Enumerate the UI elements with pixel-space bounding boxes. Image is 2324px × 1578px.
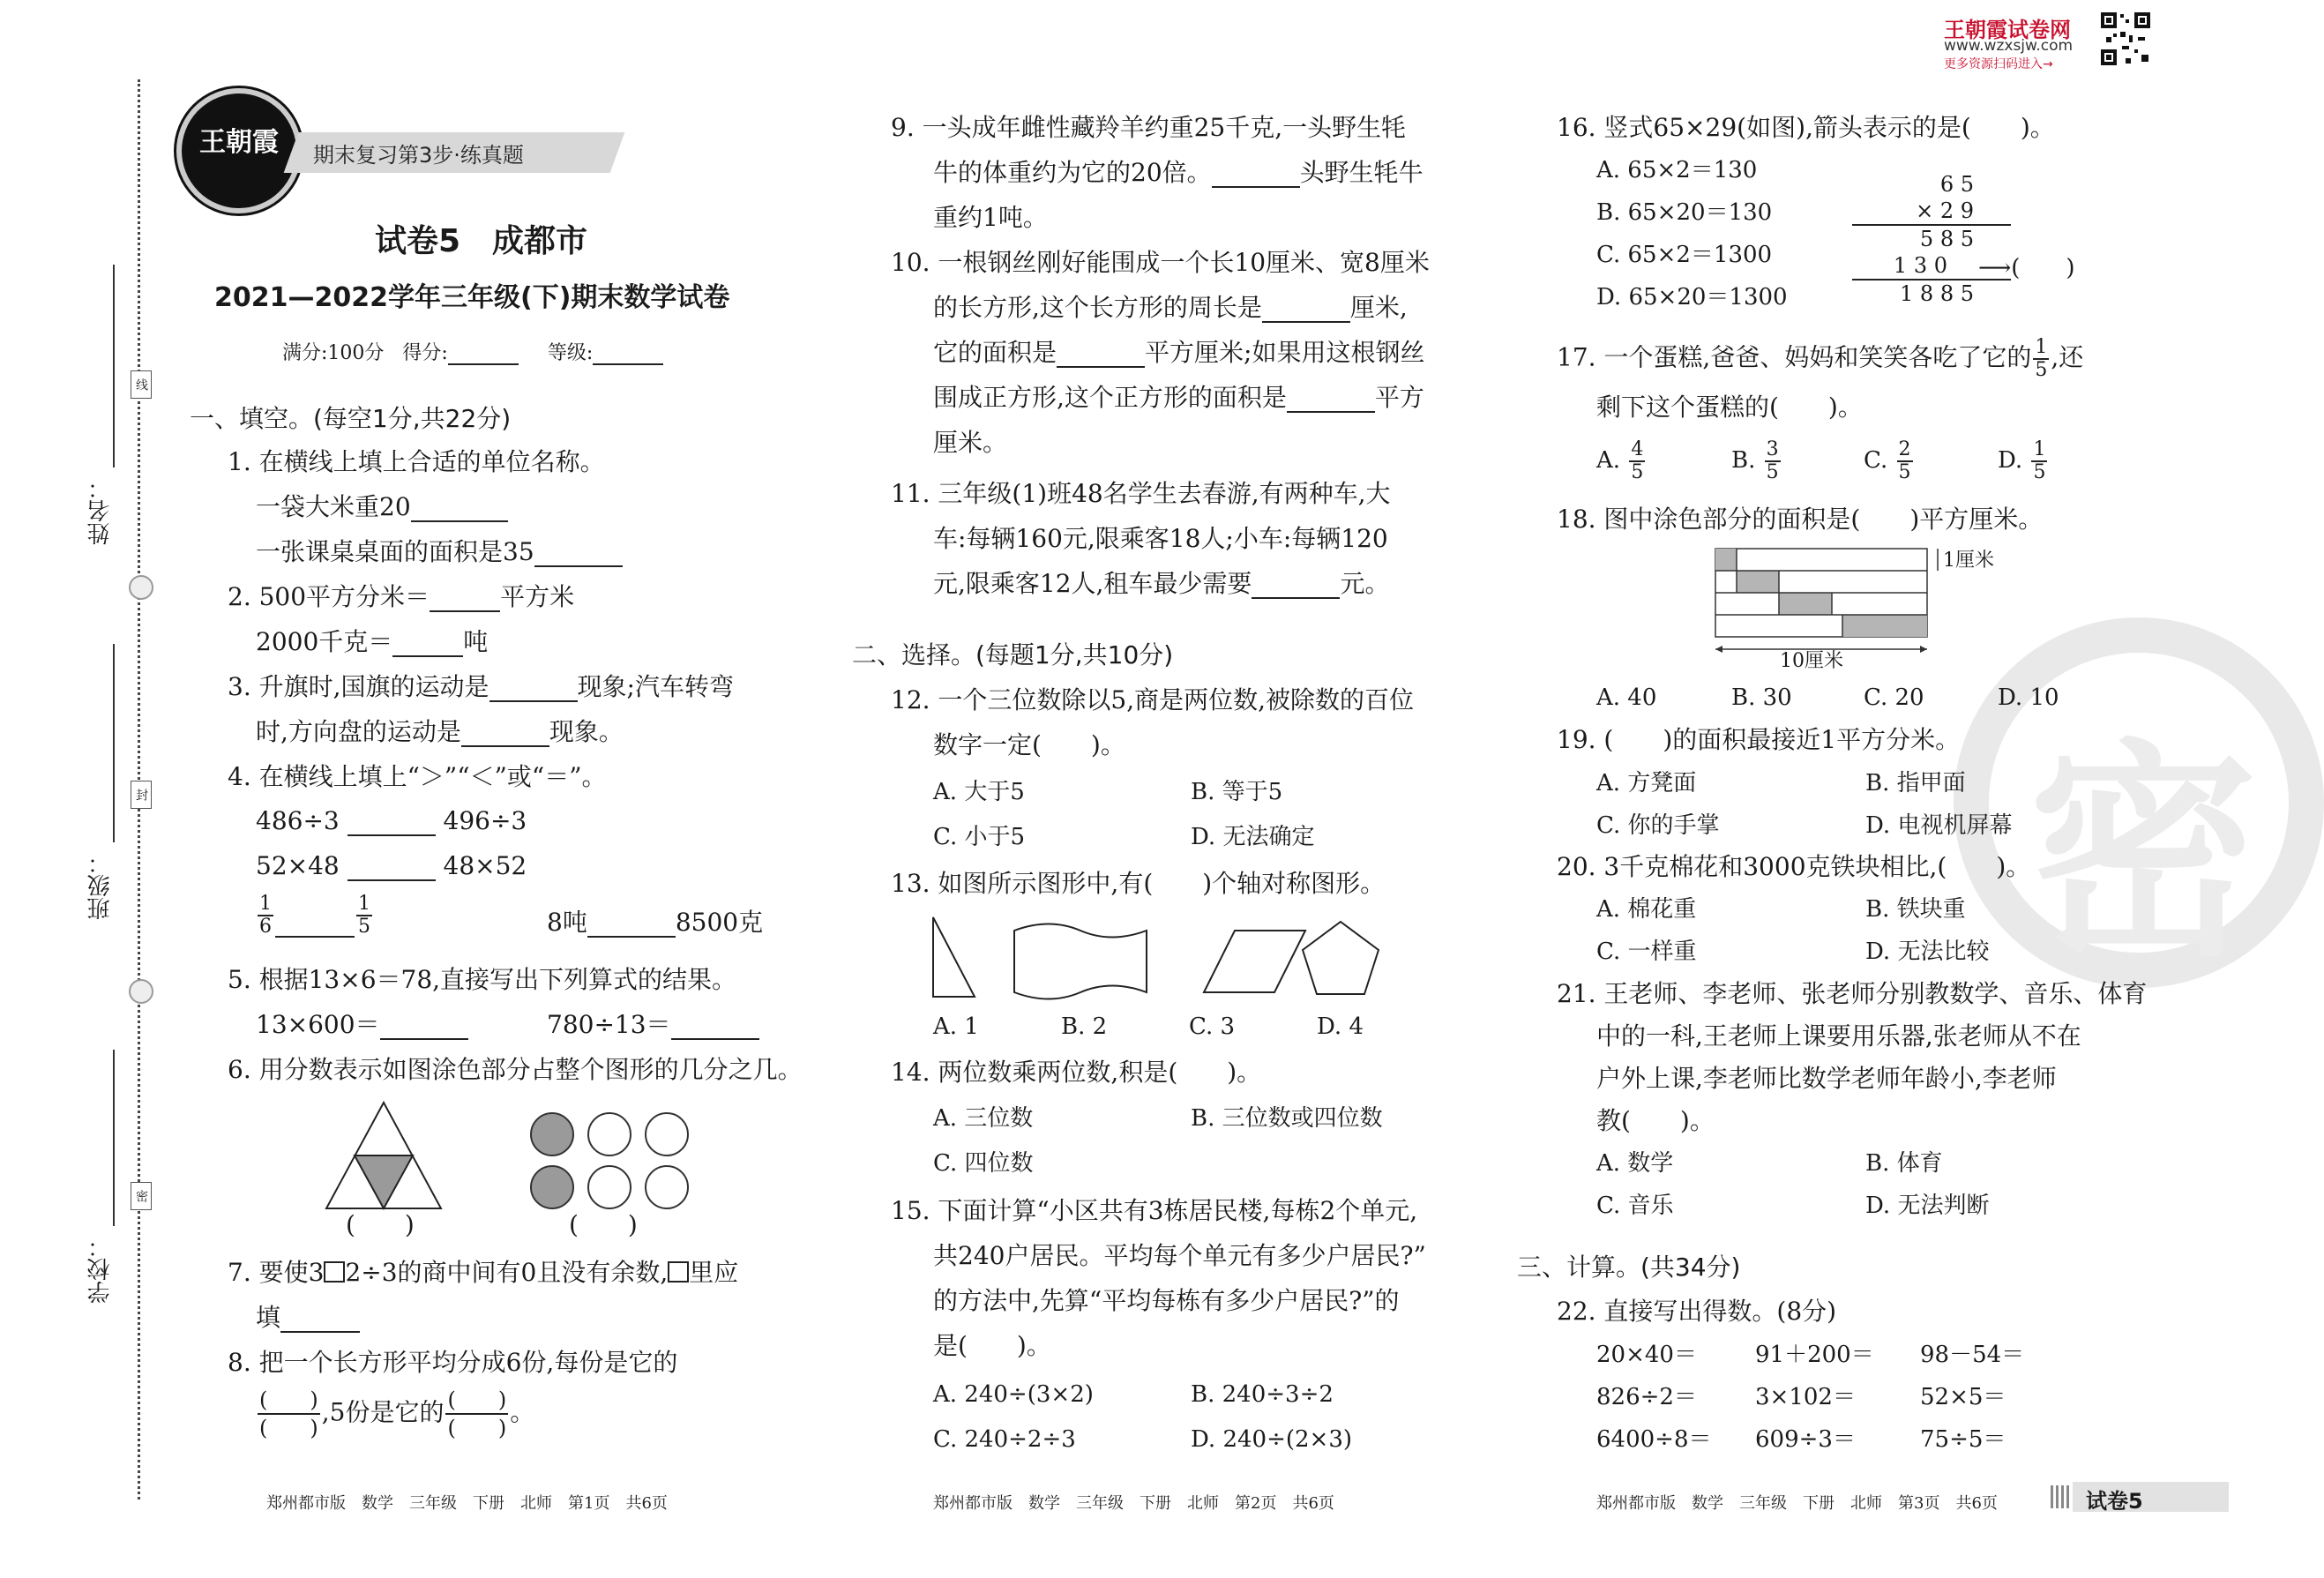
q4-r3-blank-b[interactable] [587, 913, 676, 938]
q15-option-d[interactable]: D. 240÷(2×3) [1191, 1426, 1353, 1453]
score-bar [282, 338, 663, 365]
q11-l2: 车:每辆160元,限乘客18人;小车:每辆120 [933, 524, 1388, 553]
q14-option-b[interactable]: B. 三位数或四位数 [1191, 1105, 1383, 1132]
q1-b-text: 一张课桌桌面的面积是35 [256, 537, 534, 566]
q10-l3-pre: 它的面积是 [933, 338, 1057, 367]
q21-l3: 户外上课,李老师比数学老师年龄小,李老师 [1596, 1064, 2057, 1093]
q22-item[interactable]: 98－54＝ [1920, 1342, 2025, 1368]
q15-option-c[interactable]: C. 240÷2÷3 [933, 1426, 1076, 1453]
score-full: 满分:100分 [282, 342, 385, 364]
q10-blank-1[interactable] [1262, 298, 1350, 323]
q2-b [256, 627, 488, 657]
q5-b-blank[interactable] [671, 1015, 759, 1040]
q2-a-pre: 2. 500平方分米＝ [228, 582, 430, 611]
qr-code-icon[interactable] [2099, 11, 2152, 67]
q3-l1-post: 现象;汽车转弯 [577, 672, 734, 701]
q3-l1-pre: 3. 升旗时,国旗的运动是 [228, 672, 489, 701]
q8-frac-2-den: ( ) [447, 1416, 507, 1440]
q17-option-a-frac [1629, 439, 1645, 483]
q16-v1: 6 5 [1939, 172, 1974, 197]
q1-a-blank[interactable] [411, 497, 508, 522]
q17-option-c-frac [1897, 439, 1913, 483]
q4-frac-1-num: 1 [259, 893, 272, 915]
q8-l2-mid: ,5份是它的 [321, 1397, 445, 1427]
exam-subtitle: 2021—2022学年三年级(下)期末数学试卷 [214, 282, 730, 313]
footer-page-2: 郑州都市版 数学 三年级 下册 北师 第2页 共6页 [933, 1494, 1334, 1513]
q15-l3: 的方法中,先算“平均每栋有多少户居民?”的 [933, 1286, 1400, 1315]
q5-a [256, 1010, 468, 1040]
q3-l2-pre: 时,方向盘的运动是 [256, 717, 461, 746]
q7-l1-post: 2÷3的商中间有0且没有余数, [345, 1258, 669, 1287]
school-label: 学校： [87, 1235, 114, 1304]
q16-arrow: ⟶( ) [1978, 255, 2075, 281]
q5-a-text: 13×600＝ [256, 1010, 380, 1039]
q6-triangle-figure [322, 1098, 445, 1213]
q21-option-c[interactable]: C. 音乐 [1596, 1193, 1674, 1219]
q7-l2-text: 填 [256, 1303, 281, 1332]
q21-option-b[interactable]: B. 体育 [1865, 1150, 1943, 1177]
q11-blank[interactable] [1252, 574, 1340, 599]
q8-l1: 8. 把一个长方形平均分成6份,每份是它的 [228, 1348, 678, 1377]
q2-b-pre: 2000千克＝ [256, 627, 393, 656]
q10-l4 [933, 383, 1424, 413]
q14-stem: 14. 两位数乘两位数,积是( )。 [891, 1058, 1262, 1087]
q13-option-d[interactable]: D. 4 [1317, 1013, 1364, 1040]
q22-item[interactable]: 20×40＝ [1596, 1342, 1697, 1368]
q19-option-c[interactable]: C. 你的手掌 [1596, 812, 1720, 839]
grade-label: 等级: [547, 342, 594, 364]
q7-l1-pre: 7. 要使3 [228, 1258, 325, 1287]
q10-l3-post: 平方厘米;如果用这根钢丝 [1145, 338, 1425, 367]
q12-option-d[interactable]: D. 无法确定 [1191, 824, 1315, 850]
q9-l1: 9. 一头成年雌性藏羚羊约重25千克,一头野生牦 [891, 113, 1407, 142]
q4-frac-2 [356, 894, 372, 938]
q16-v2: × 2 9 [1852, 198, 2011, 226]
q10-l4-pre: 围成正方形,这个正方形的面积是 [933, 383, 1287, 412]
q4-r3 [256, 894, 374, 950]
q1-a [256, 492, 508, 522]
school-field[interactable] [113, 1050, 115, 1226]
q7-blank[interactable] [280, 1308, 360, 1333]
q17-l1-end: ,还 [2051, 342, 2084, 372]
q9-l2 [933, 158, 1424, 188]
brand-logo-text: 王朝霞 [199, 127, 279, 158]
q9-l2-pre: 牛的体重约为它的20倍。 [933, 158, 1212, 187]
site-url[interactable]: www.wzxsjw.com [1944, 37, 2074, 55]
score-got-label: 得分: [402, 342, 448, 364]
q7-l1-end: 里应 [689, 1258, 739, 1287]
q12-option-b[interactable]: B. 等于5 [1191, 779, 1283, 805]
q4-r1b: 496÷3 [443, 806, 527, 835]
q10-l5: 厘米。 [933, 428, 1008, 457]
q6-stem: 6. 用分数表示如图涂色部分占整个图形的几分之几。 [228, 1055, 803, 1084]
q4-r3-right [547, 908, 763, 938]
q15-option-a[interactable]: A. 240÷(3×2) [933, 1381, 1094, 1408]
q15-l4: 是( )。 [933, 1331, 1051, 1360]
q18-option-a[interactable]: A. 40 [1596, 684, 1657, 711]
q4-frac-2-num: 1 [358, 893, 370, 915]
site-tip: 更多资源扫码进入→ [1944, 57, 2053, 71]
q6-circles-figure [527, 1110, 695, 1215]
q15-l2: 共240户居民。平均每个单元有多少户居民?” [933, 1241, 1426, 1270]
q17-option-a[interactable] [1596, 439, 1647, 492]
q4-r2 [256, 851, 527, 881]
binding-mark-secret: 密 [131, 1182, 152, 1210]
q10-l4-post: 平方 [1374, 383, 1424, 412]
section-choice: 二、选择。(每题1分,共10分) [852, 640, 1174, 669]
q20-option-c[interactable]: C. 一样重 [1596, 939, 1697, 965]
q3-blank-1[interactable] [489, 677, 578, 702]
name-label: 姓名： [87, 476, 114, 545]
q8-frac-1-num: ( ) [258, 1387, 320, 1415]
q4-r2b: 48×52 [443, 851, 527, 880]
watermark-text: 密 [2029, 722, 2258, 988]
q16-v4: 1 3 0 [1893, 253, 1947, 278]
q17-option-b-label: B. [1731, 447, 1756, 474]
q4-frac-1-den: 6 [259, 916, 272, 938]
q3-l2-post: 现象。 [549, 717, 624, 746]
q9-l2-post: 头野生牦牛 [1299, 158, 1424, 187]
q2-a-blank[interactable] [430, 587, 500, 612]
q10-l3 [933, 338, 1424, 368]
q22-item[interactable]: 75÷5＝ [1920, 1426, 2006, 1453]
q22-stem: 22. 直接写出得数。(8分) [1557, 1297, 1837, 1326]
q3-l1 [228, 672, 734, 702]
q21-l1: 21. 王老师、李老师、张老师分别教数学、音乐、体育 [1557, 979, 2148, 1008]
q16-option-a[interactable]: A. 65×2＝130 [1596, 157, 1758, 183]
q4-r1 [256, 806, 527, 836]
q17-option-d-frac [2031, 439, 2047, 483]
q10-blank-3[interactable] [1287, 388, 1375, 413]
q21-option-a[interactable]: A. 数学 [1596, 1150, 1674, 1177]
q11-l3-pre: 元,限乘客12人,租车最少需要 [933, 569, 1252, 598]
q15-l1: 15. 下面计算“小区共有3栋居民楼,每栋2个单元, [891, 1196, 1418, 1225]
footer-tag: 试卷5 [2086, 1489, 2143, 1514]
q10-l2-post: 厘米, [1349, 293, 1408, 322]
q22-item[interactable]: 609÷3＝ [1755, 1426, 1856, 1453]
q16-v3: 5 8 5 [1919, 227, 1974, 251]
q5-b [547, 1010, 759, 1040]
footer-page-1: 郑州都市版 数学 三年级 下册 北师 第1页 共6页 [266, 1494, 668, 1513]
q6-answer-2[interactable]: ( ) [569, 1210, 638, 1239]
q17-option-b[interactable] [1731, 439, 1782, 492]
exam-title: 试卷5 成都市 [375, 223, 588, 259]
q19-stem: 19. ( )的面积最接近1平方分米。 [1557, 725, 1961, 754]
q17-option-d-label: D. [1998, 447, 2023, 474]
q5-b-text: 780÷13＝ [547, 1010, 671, 1039]
q5-a-blank[interactable] [380, 1015, 468, 1040]
q20-option-d[interactable]: D. 无法比较 [1865, 939, 1990, 965]
q17-b-den: 5 [1766, 461, 1779, 483]
q16-v5: 1 8 8 5 [1900, 281, 1974, 306]
q1-a-text: 一袋大米重20 [256, 492, 411, 521]
q22-item[interactable]: 826÷2＝ [1596, 1384, 1697, 1410]
q20-option-a[interactable]: A. 棉花重 [1596, 896, 1697, 923]
q17-a-den: 5 [1631, 461, 1644, 483]
q8-frac-1-den: ( ) [259, 1416, 318, 1440]
q8-l2: $\frac{( )}{( )}$ ,5份是它的 $\frac{( )}{( )}$ 。 [259, 1387, 535, 1440]
q4-r2-blank[interactable] [347, 856, 436, 881]
q7-box-icon [668, 1261, 689, 1283]
q2-b-post: 吨 [463, 627, 489, 656]
q22-item[interactable]: 3×102＝ [1755, 1384, 1856, 1410]
q21-l2: 中的一科,王老师上课要用乐器,张老师从不在 [1596, 1021, 2081, 1051]
site-name: 王朝霞试卷网 [1944, 18, 2071, 42]
q15-option-b[interactable]: B. 240÷3÷2 [1191, 1381, 1334, 1408]
q7-box-icon [324, 1261, 345, 1283]
q16-arrow-paren[interactable]: ( ) [2011, 255, 2075, 281]
q4-r2a: 52×48 [256, 851, 340, 880]
banner-text: 期末复习第3步·练真题 [313, 143, 524, 168]
q10-l1: 10. 一根钢丝刚好能围成一个长10厘米、宽8厘米 [891, 248, 1430, 277]
q19-option-d[interactable]: D. 电视机屏幕 [1865, 812, 2013, 839]
q10-l2 [933, 293, 1408, 323]
q11-l1: 11. 三年级(1)班48名学生去春游,有两种车,大 [891, 479, 1391, 508]
q21-option-d[interactable]: D. 无法判断 [1865, 1193, 1990, 1219]
q14-option-a[interactable]: A. 三位数 [933, 1105, 1034, 1132]
grade-field[interactable] [593, 340, 663, 365]
q17-c-den: 5 [1898, 461, 1911, 483]
q13-stem: 13. 如图所示图形中,有( )个轴对称图形。 [891, 869, 1386, 898]
q17-b-num: 3 [1766, 438, 1779, 460]
q3-l2 [256, 717, 624, 747]
brand-logo [176, 88, 302, 213]
q17-option-c-label: C. [1864, 447, 1888, 474]
q17-option-d[interactable] [1998, 439, 2049, 492]
q18-label-height: 1厘米 [1943, 550, 1994, 572]
binding-mark-line: 线 [131, 370, 152, 399]
q17-option-b-frac [1765, 439, 1781, 483]
q18-option-c[interactable]: C. 20 [1864, 684, 1924, 711]
q12-l2: 数字一定( )。 [933, 730, 1125, 759]
q17-d-num: 1 [2033, 438, 2046, 460]
q17-option-c[interactable] [1864, 439, 1915, 492]
q17-a-num: 4 [1631, 438, 1644, 460]
q4-stem: 4. 在横线上填上“＞”“＜”或“＝”。 [228, 762, 607, 791]
q13-option-b[interactable]: B. 2 [1061, 1013, 1108, 1040]
binding-hole-icon [129, 575, 153, 600]
q4-r3-blank-a[interactable] [275, 913, 355, 938]
footer-tag-decoration [2051, 1485, 2070, 1508]
q17-frac-den: 5 [2035, 359, 2048, 381]
q19-option-b[interactable]: B. 指甲面 [1865, 770, 1966, 796]
q17-frac [2033, 337, 2049, 381]
q17-l2: 剩下这个蛋糕的( )。 [1596, 393, 1863, 422]
q10-l2-pre: 的长方形,这个长方形的周长是 [933, 293, 1262, 322]
binding-hole-icon [129, 979, 153, 1004]
q10-blank-2[interactable] [1057, 343, 1145, 368]
q7-l1 [228, 1258, 738, 1288]
q18-label-width: 10厘米 [1780, 650, 1843, 672]
section-fill: 一、填空。(每空1分,共22分) [190, 404, 512, 433]
q11-l3 [933, 569, 1389, 599]
q17-c-num: 2 [1898, 438, 1911, 460]
q17-d-den: 5 [2033, 461, 2046, 483]
q16-vertical-multiplication [1852, 171, 2011, 307]
section-calc: 三、计算。(共34分) [1517, 1253, 1741, 1282]
q16-option-b[interactable]: B. 65×20＝130 [1596, 199, 1773, 226]
q18-option-b[interactable]: B. 30 [1731, 684, 1792, 711]
q2-a-post: 平方米 [500, 582, 575, 611]
q22-item[interactable]: 91＋200＝ [1755, 1342, 1874, 1368]
q8-frac-1[interactable] [258, 1387, 320, 1441]
q22-item[interactable]: 52×5＝ [1920, 1384, 2006, 1410]
q8-frac-2[interactable] [445, 1387, 508, 1441]
q22-item[interactable]: 6400÷8＝ [1596, 1426, 1712, 1453]
q11-l3-post: 元。 [1340, 569, 1390, 598]
name-field[interactable] [113, 265, 115, 467]
score-got-field[interactable] [448, 340, 519, 365]
q17-l1 [1557, 337, 2083, 381]
q9-blank[interactable] [1212, 163, 1300, 188]
q17-frac-num: 1 [2035, 336, 2048, 358]
q8-frac-2-num: ( ) [445, 1387, 508, 1415]
q16-stem: 16. 竖式65×29(如图),箭头表示的是( )。 [1557, 113, 2055, 142]
q19-option-a[interactable]: A. 方凳面 [1596, 770, 1697, 796]
q1-b-blank[interactable] [534, 542, 623, 567]
q3-blank-2[interactable] [461, 722, 549, 747]
q4-r3d: 8500克 [675, 908, 764, 937]
q4-r3c: 8吨 [547, 908, 587, 937]
footer-page-3: 郑州都市版 数学 三年级 下册 北师 第3页 共6页 [1596, 1494, 1998, 1513]
q12-option-c[interactable]: C. 小于5 [933, 824, 1026, 850]
q16-option-c[interactable]: C. 65×2＝1300 [1596, 242, 1773, 268]
binding-mark-seal: 封 [131, 781, 152, 809]
q12-l1: 12. 一个三位数除以5,商是两位数,被除数的百位 [891, 685, 1415, 714]
q2-b-blank[interactable] [392, 632, 463, 657]
class-field[interactable] [113, 644, 115, 842]
q17-l1-text: 17. 一个蛋糕,爸爸、妈妈和笑笑各吃了它的 [1557, 342, 2032, 372]
q13-option-a[interactable]: A. 1 [933, 1013, 979, 1040]
q6-answer-1[interactable]: ( ) [346, 1210, 415, 1239]
q20-stem: 20. 3千克棉花和3000克铁块相比,( )。 [1557, 852, 2031, 881]
q1-b [256, 537, 623, 567]
q18-option-d[interactable]: D. 10 [1998, 684, 2059, 711]
q4-frac-2-den: 5 [358, 916, 370, 938]
q21-l4: 教( )。 [1596, 1106, 1715, 1135]
q16-option-d[interactable]: D. 65×20＝1300 [1596, 284, 1788, 310]
q4-r1a: 486÷3 [256, 806, 340, 835]
q20-option-b[interactable]: B. 铁块重 [1865, 896, 1966, 923]
q12-option-a[interactable]: A. 大于5 [933, 779, 1025, 805]
q17-option-a-label: A. [1596, 447, 1621, 474]
q14-option-c[interactable]: C. 四位数 [933, 1150, 1034, 1177]
q4-r1-blank[interactable] [347, 811, 436, 836]
q5-stem: 5. 根据13×6＝78,直接写出下列算式的结果。 [228, 965, 737, 994]
q9-l3: 重约1吨。 [933, 203, 1048, 232]
q2-a [228, 582, 574, 612]
q7-l2 [256, 1303, 360, 1333]
q13-option-c[interactable]: C. 3 [1189, 1013, 1236, 1040]
q4-frac-1 [258, 894, 273, 938]
q18-stem: 18. 图中涂色部分的面积是( )平方厘米。 [1557, 505, 2044, 534]
q13-shapes-figure [926, 913, 1385, 1001]
class-label: 班级： [87, 851, 114, 920]
q1-stem: 1. 在横线上填上合适的单位名称。 [228, 447, 605, 476]
